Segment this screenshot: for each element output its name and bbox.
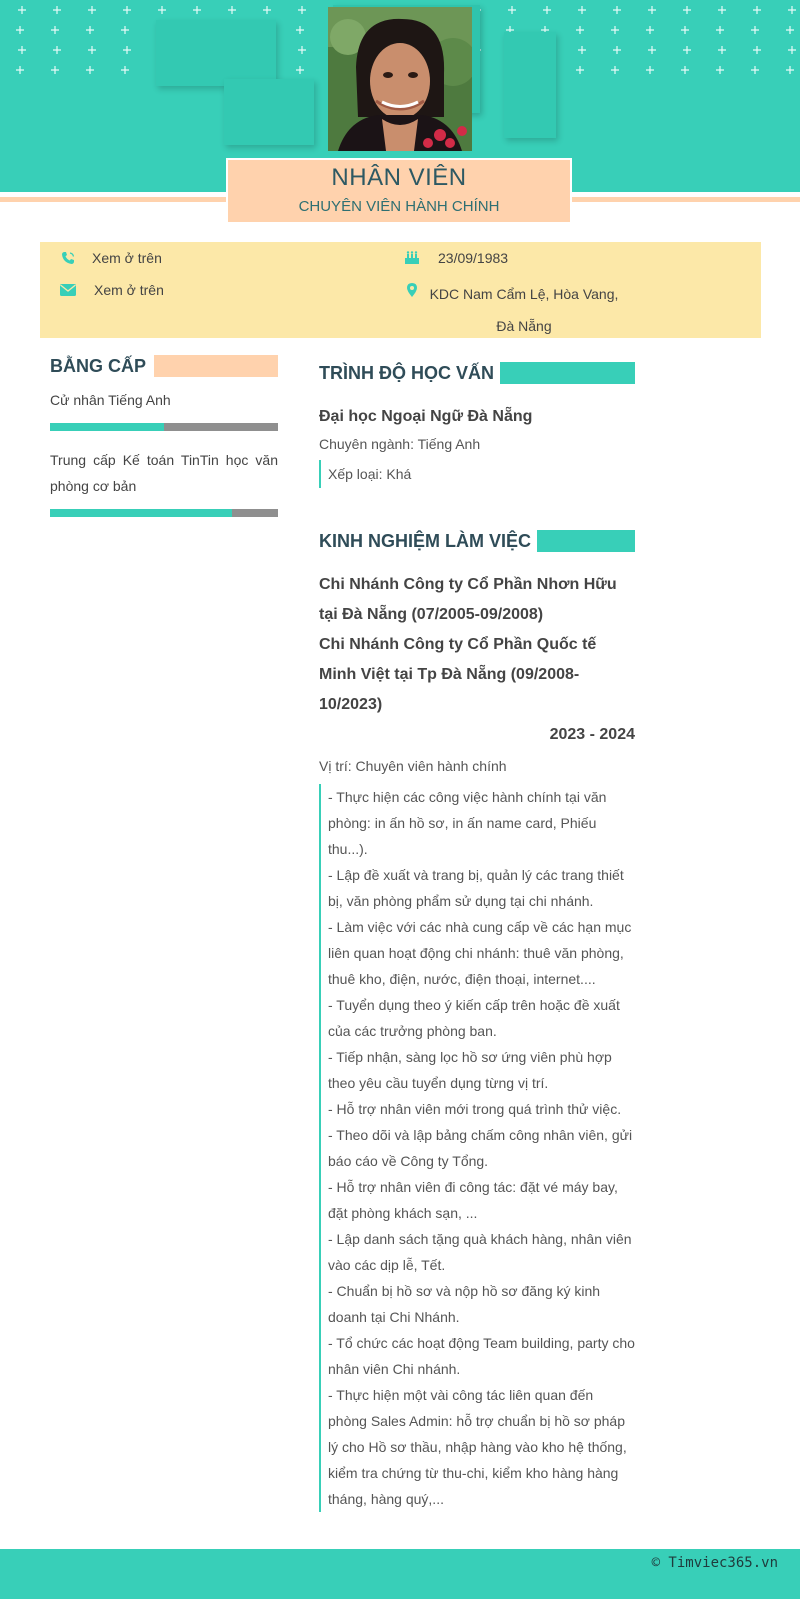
experience-position: Vị trí: Chuyên viên hành chính <box>319 758 507 774</box>
decor-square <box>224 79 314 145</box>
footer-bar <box>0 1549 800 1599</box>
plus-mark <box>576 66 584 74</box>
title-box <box>226 158 572 224</box>
heading-decor-bar <box>500 362 635 384</box>
duty-item: - Theo dõi và lập bảng chấm công nhân viên, gửi báo cáo về Công ty Tổng. <box>328 1127 633 1169</box>
education-heading <box>319 362 635 384</box>
degrees-heading <box>50 355 278 377</box>
plus-mark <box>543 6 551 14</box>
plus-mark <box>228 6 236 14</box>
school-name: Đại học Ngoại Ngữ Đà Nẵng <box>319 408 533 425</box>
plus-mark <box>648 46 656 54</box>
birthday-cake-icon <box>404 250 420 266</box>
education-title: TRÌNH ĐỘ HỌC VẤN <box>319 362 494 383</box>
plus-mark <box>681 66 689 74</box>
heading-decor-bar <box>537 530 635 552</box>
plus-mark <box>18 46 26 54</box>
degree-name: Trung cấp Kế toán TinTin học văn phòng cơ bản <box>50 452 278 494</box>
contact-birthday <box>404 242 508 274</box>
plus-mark <box>121 26 129 34</box>
address-value: KDC Nam Cẩm Lệ, Hòa Vang, Đà Nẵng <box>429 286 619 334</box>
plus-mark <box>718 46 726 54</box>
plus-mark <box>751 26 759 34</box>
footer-watermark: © Timviec365.vn <box>651 1555 778 1571</box>
duty-item: - Thực hiện các công việc hành chính tại văn phòng: in ấn hồ sơ, in ấn name card, Phiếu thu...). <box>328 789 607 857</box>
duty-item: - Làm việc với các nhà cung cấp về các hạn mục liên quan hoạt động chi nhánh: thuê văn phòng, thuê kho, điện, nước, điện thoại, internet.... <box>328 919 632 987</box>
degree-level-bar <box>50 509 278 517</box>
duties-list <box>319 784 635 1512</box>
plus-mark <box>683 6 691 14</box>
plus-mark <box>753 6 761 14</box>
duty-item: - Chuẩn bị hồ sơ và nộp hồ sơ đăng ký kinh doanh tại Chi Nhánh. <box>328 1283 601 1325</box>
plus-mark <box>53 46 61 54</box>
duty-item: - Thực hiện một vài công tác liên quan đến phòng Sales Admin: hỗ trợ chuẩn bị hồ sơ pháp lý cho Hồ sơ thầu, nhập hàng vào kho hệ thống, kiểm tra chứng từ thu-chi, kiểm kho hàng hàng tháng, hàng quý,... <box>328 1387 627 1507</box>
plus-mark <box>718 6 726 14</box>
email-value: Xem ở trên <box>94 282 164 298</box>
plus-mark <box>123 6 131 14</box>
plus-mark <box>298 6 306 14</box>
degree-level-fill <box>50 423 164 431</box>
education-major: Chuyên ngành: Tiếng Anh <box>319 436 481 452</box>
plus-mark <box>508 6 516 14</box>
plus-mark <box>158 6 166 14</box>
phone-value: Xem ở trên <box>92 250 162 266</box>
degree-level-bar <box>50 423 278 431</box>
experience-heading <box>319 530 635 552</box>
plus-mark <box>613 6 621 14</box>
degree-name: Cử nhân Tiếng Anh <box>50 392 171 408</box>
contact-panel <box>40 242 761 338</box>
plus-mark <box>263 6 271 14</box>
avatar <box>328 7 472 151</box>
job-title: CHUYÊN VIÊN HÀNH CHÍNH <box>298 198 500 215</box>
experience-period: 2023 - 2024 <box>549 726 635 743</box>
plus-mark <box>86 66 94 74</box>
envelope-icon <box>60 282 76 298</box>
duty-item: - Tổ chức các hoạt động Team building, party cho nhân viên Chi nhánh. <box>328 1335 635 1377</box>
plus-mark <box>716 26 724 34</box>
plus-mark <box>121 66 129 74</box>
duty-item: - Tiếp nhận, sàng lọc hồ sơ ứng viên phù hợp theo yêu cầu tuyển dụng từng vị trí. <box>328 1049 612 1091</box>
plus-mark <box>646 66 654 74</box>
company-name: Chi Nhánh Công ty Cổ Phần Quốc tế Minh Việt tại Tp Đà Nẵng (09/2008-10/2023) <box>319 636 597 713</box>
experience-title: KINH NGHIỆM LÀM VIỆC <box>319 530 532 551</box>
degrees-section <box>50 355 278 517</box>
degrees-title: BẰNG CẤP <box>50 355 147 376</box>
heading-decor-bar <box>154 355 278 377</box>
contact-phone <box>60 242 162 274</box>
duty-item: - Lập đề xuất và trang bị, quản lý các trang thiết bị, văn phòng phẩm sử dụng tại chi nhánh. <box>328 867 624 909</box>
degree-level-fill <box>50 509 232 517</box>
decor-square <box>156 20 276 86</box>
plus-mark <box>296 26 304 34</box>
plus-mark <box>576 26 584 34</box>
plus-mark <box>716 66 724 74</box>
plus-mark <box>786 66 794 74</box>
plus-mark <box>123 46 131 54</box>
plus-mark <box>683 46 691 54</box>
duty-item: - Hỗ trợ nhân viên đi công tác: đặt vé máy bay, đặt phòng khách sạn, ... <box>328 1179 618 1221</box>
plus-mark <box>681 26 689 34</box>
duty-item: - Lập danh sách tặng quà khách hàng, nhân viên vào các dịp lễ, Tết. <box>328 1231 632 1273</box>
location-pin-icon <box>404 282 420 298</box>
plus-mark <box>298 46 306 54</box>
plus-mark <box>53 6 61 14</box>
plus-mark <box>193 6 201 14</box>
plus-mark <box>646 26 654 34</box>
plus-mark <box>16 26 24 34</box>
plus-mark <box>788 6 796 14</box>
plus-mark <box>611 26 619 34</box>
plus-mark <box>786 26 794 34</box>
plus-mark <box>51 66 59 74</box>
company-name: Chi Nhánh Công ty Cổ Phần Nhơn Hữu tại Đà Nẵng (07/2005-09/2008) <box>319 576 617 623</box>
plus-mark <box>753 46 761 54</box>
duty-item: - Hỗ trợ nhân viên mới trong quá trình thử việc. <box>328 1101 622 1117</box>
plus-mark <box>578 46 586 54</box>
plus-mark <box>88 46 96 54</box>
plus-mark <box>578 6 586 14</box>
decor-square <box>504 32 556 138</box>
plus-mark <box>648 6 656 14</box>
plus-mark <box>296 66 304 74</box>
phone-icon <box>60 250 76 266</box>
main-column <box>319 362 635 1512</box>
birthday-value: 23/09/1983 <box>438 250 509 266</box>
plus-mark <box>611 66 619 74</box>
plus-mark <box>751 66 759 74</box>
plus-mark <box>16 66 24 74</box>
plus-mark <box>18 6 26 14</box>
education-rank: Xếp loại: Khá <box>319 460 635 488</box>
candidate-name: NHÂN VIÊN <box>331 164 467 191</box>
plus-mark <box>613 46 621 54</box>
contact-email <box>60 274 164 306</box>
plus-mark <box>788 46 796 54</box>
duty-item: - Tuyển dụng theo ý kiến cấp trên hoặc đề xuất của các trưởng phòng ban. <box>328 997 620 1039</box>
plus-mark <box>86 26 94 34</box>
plus-mark <box>88 6 96 14</box>
plus-mark <box>51 26 59 34</box>
